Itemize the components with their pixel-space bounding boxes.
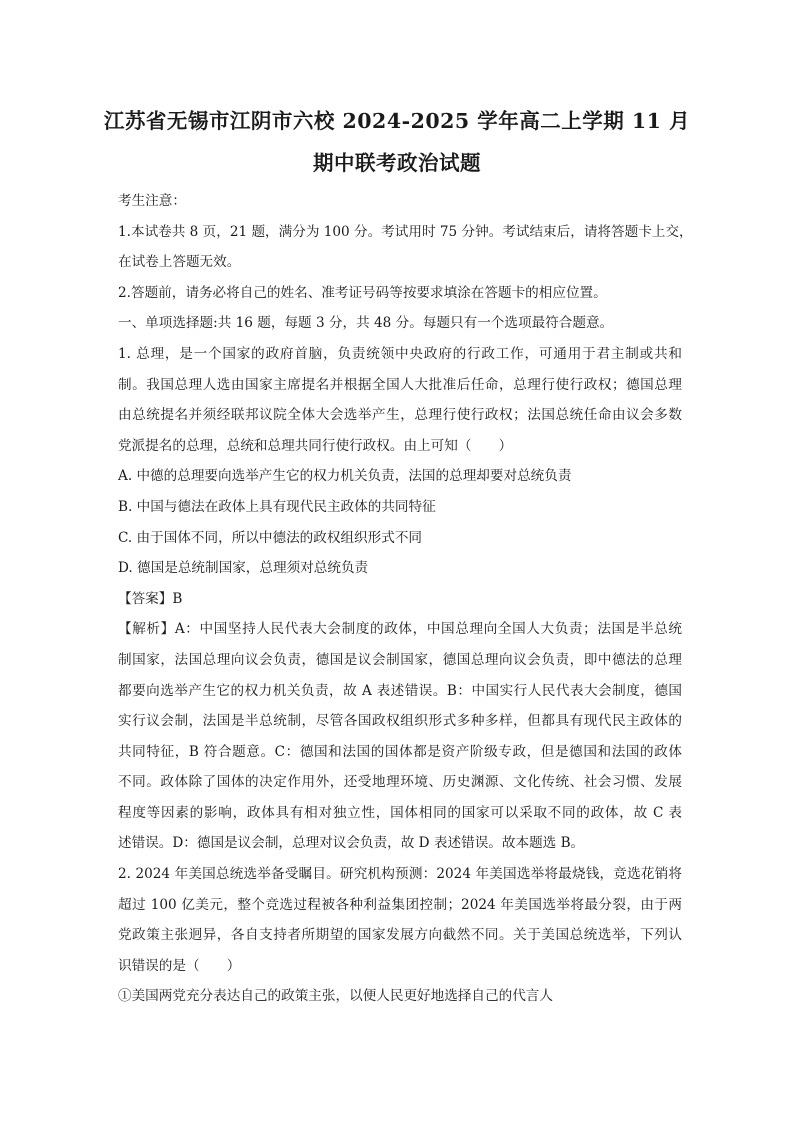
question-1-analysis: 【解析】A：中国坚持人民代表大会制度的政体，中国总理向全国人大负责；法国是半总统 <box>118 621 682 638</box>
question-1-analysis: 不同。政体除了国体的决定作用外，还受地理环境、历史渊源、文化传统、社会习惯、发展 <box>118 774 682 791</box>
question-1-stem: 党派提名的总理，总统和总理共同行使行政权。由上可知（ ） <box>118 437 513 454</box>
question-1-analysis: 制国家，法国总理向议会负责，德国是议会制国家，德国总理向议会负责，即中德法的总理 <box>118 651 682 668</box>
document-body <box>118 186 693 1012</box>
question-1-analysis: 都要向选举产生它的权力机关负责，故 A 表述错误。B：中国实行人民代表大会制度，德国 <box>118 682 682 699</box>
section-heading: 一、单项选择题:共 16 题，每题 3 分，共 48 分。每题只有一个选项最符合题意。 <box>118 315 614 332</box>
question-2-item-1: ①美国两党充分表达自己的政策主张，以便人民更好地选择自己的代言人 <box>118 988 553 1005</box>
question-1-analysis: 程度等因素的影响，政体具有相对独立性，国体相同的国家可以采取不同的政体，故 C 表 <box>118 804 682 821</box>
question-1-answer: 【答案】B <box>118 590 183 607</box>
question-2-stem: 超过 100 亿美元，整个竞选过程被各种利益集团控制；2024 年美国选举将最分裂，由于两 <box>118 896 682 913</box>
notice-heading: 考生注意： <box>118 193 186 209</box>
question-1-analysis: 实行议会制，法国是半总统制，尽管各国政权组织形式多种多样，但都具有现代民主政体的 <box>118 713 682 730</box>
notice-item-1-cont: 在试卷上答题无效。 <box>118 254 241 271</box>
notice-item-1: 1.本试卷共 8 页，21 题，满分为 100 分。考试用时 75 分钟。考试结束后，请将答题卡上交， <box>118 223 693 240</box>
question-2-stem: 2. 2024 年美国总统选举备受瞩目。研究机构预测：2024 年美国选举将最烧钱，竞选花销将 <box>118 866 682 883</box>
question-1-stem: 1. 总理，是一个国家的政府首脑，负责统领中央政府的行政工作，可通用于君主制或共和 <box>118 345 682 362</box>
question-2-stem: 识错误的是（ ） <box>118 957 241 974</box>
question-1-option-b: B. 中国与德法在政体上具有现代民主政体的共同特征 <box>118 498 436 515</box>
notice-item-2: 2.答题前，请务必将自己的姓名、准考证号码等按要求填涂在答题卡的相应位置。 <box>118 284 607 301</box>
document-title-line-2: 期中联考政治试题 <box>313 151 481 175</box>
question-1-option-d: D. 德国是总统制国家，总理须对总统负责 <box>118 560 369 577</box>
document-title-line-1: 江苏省无锡市江阴市六校 2024-2025 学年高二上学期 11 月 <box>103 109 691 133</box>
question-1-analysis: 述错误。D：德国是议会制，总理对议会负责，故 D 表述错误。故本题选 B。 <box>118 835 585 852</box>
question-1-analysis: 共同特征，B 符合题意。C：德国和法国的国体都是资产阶级专政，但是德国和法国的政体 <box>118 743 682 760</box>
question-2-stem: 党政策主张迥异，各自支持者所期望的国家发展方向截然不同。关于美国总统选举，下列认 <box>118 927 682 944</box>
question-1-stem: 由总统提名并须经联邦议院全体大会选举产生，总理行使行政权；法国总统任命由议会多数 <box>118 407 682 424</box>
question-1-option-c: C. 由于国体不同，所以中德法的政权组织形式不同 <box>118 529 423 546</box>
question-1-stem: 制。我国总理人选由国家主席提名并根据全国人大批准后任命，总理行使行政权；德国总理 <box>118 376 682 393</box>
question-1-option-a: A. 中德的总理要向选举产生它的权力机关负责，法国的总理却要对总统负责 <box>118 468 572 485</box>
